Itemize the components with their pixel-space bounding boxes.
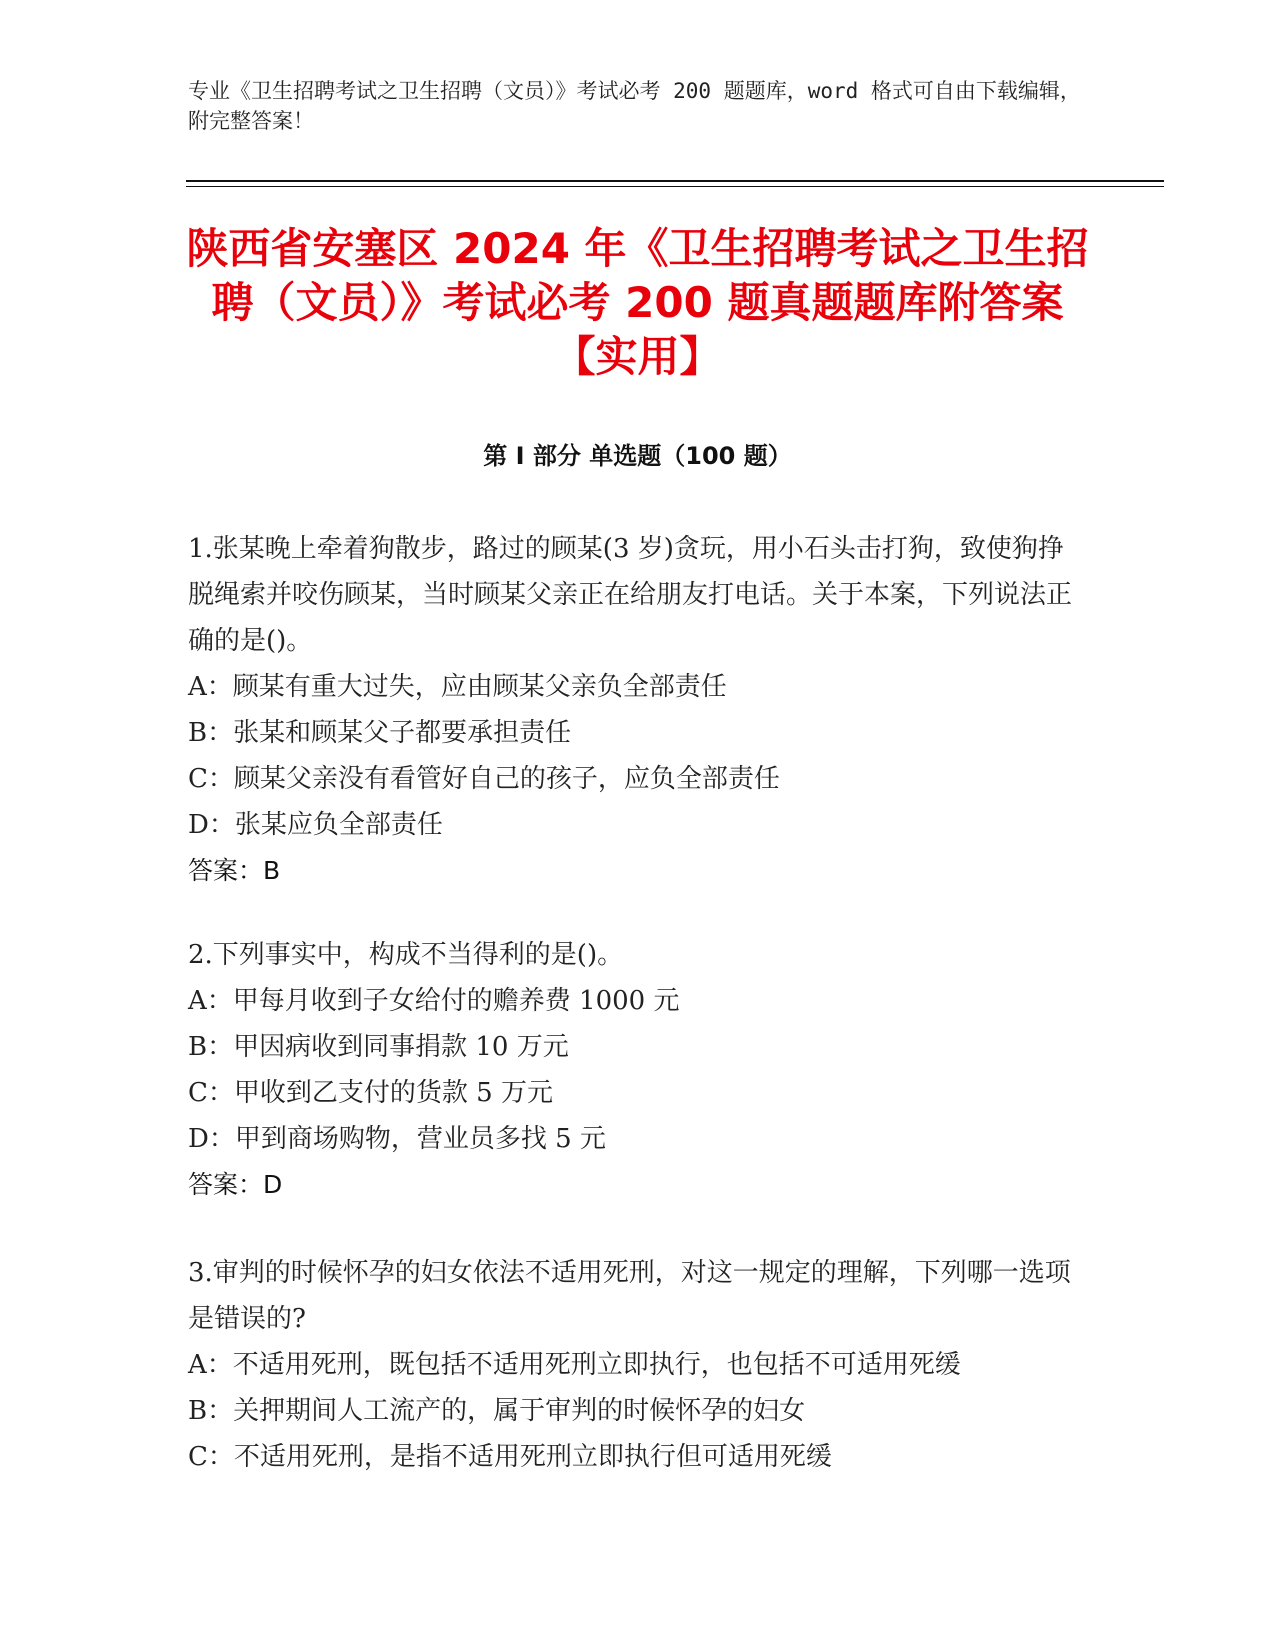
option-c: C：甲收到乙支付的货款 5 万元 bbox=[188, 1078, 553, 1108]
option-d: D：甲到商场购物，营业员多找 5 元 bbox=[188, 1124, 606, 1154]
header-divider-thick bbox=[186, 180, 1164, 182]
option-a: A：甲每月收到子女给付的赡养费 1000 元 bbox=[188, 986, 680, 1016]
question-2 bbox=[188, 932, 1088, 1208]
header-divider-thin bbox=[186, 186, 1164, 187]
option-c: C：顾某父亲没有看管好自己的孩子，应负全部责任 bbox=[188, 764, 780, 794]
option-b: B：甲因病收到同事捐款 10 万元 bbox=[188, 1032, 569, 1062]
question-3 bbox=[188, 1250, 1088, 1480]
answer-label: 答案：D bbox=[188, 1170, 283, 1199]
section-heading: 第 I 部分 单选题（100 题） bbox=[483, 442, 792, 470]
question-stem: 2.下列事实中，构成不当得利的是()。 bbox=[188, 940, 624, 970]
question-1 bbox=[188, 526, 1088, 894]
option-a: A：不适用死刑，既包括不适用死刑立即执行，也包括不可适用死缓 bbox=[188, 1350, 961, 1380]
question-stem: 1.张某晚上牵着狗散步，路过的顾某(3 岁)贪玩，用小石头击打狗，致使狗挣脱绳索并咬伤顾某，当时顾某父亲正在给朋友打电话。关于本案，下列说法正确的是()。 bbox=[188, 534, 1073, 656]
question-stem: 3.审判的时候怀孕的妇女依法不适用死刑，对这一规定的理解，下列哪一选项是错误的? bbox=[188, 1258, 1071, 1334]
option-c: C：不适用死刑，是指不适用死刑立即执行但可适用死缓 bbox=[188, 1442, 832, 1472]
option-b: B：关押期间人工流产的，属于审判的时候怀孕的妇女 bbox=[188, 1396, 806, 1426]
answer-label: 答案：B bbox=[188, 856, 281, 885]
document-title: 陕西省安塞区 2024 年《卫生招聘考试之卫生招聘（文员）》考试必考 200 题真题题库附答案【实用】 bbox=[186, 224, 1089, 381]
option-b: B：张某和顾某父子都要承担责任 bbox=[188, 718, 572, 748]
option-a: A：顾某有重大过失，应由顾某父亲负全部责任 bbox=[188, 672, 727, 702]
option-d: D：张某应负全部责任 bbox=[188, 810, 443, 840]
header-note: 专业《卫生招聘考试之卫生招聘（文员）》考试必考 200 题题库，word 格式可自由下载编辑，附完整答案！ bbox=[188, 79, 1081, 133]
